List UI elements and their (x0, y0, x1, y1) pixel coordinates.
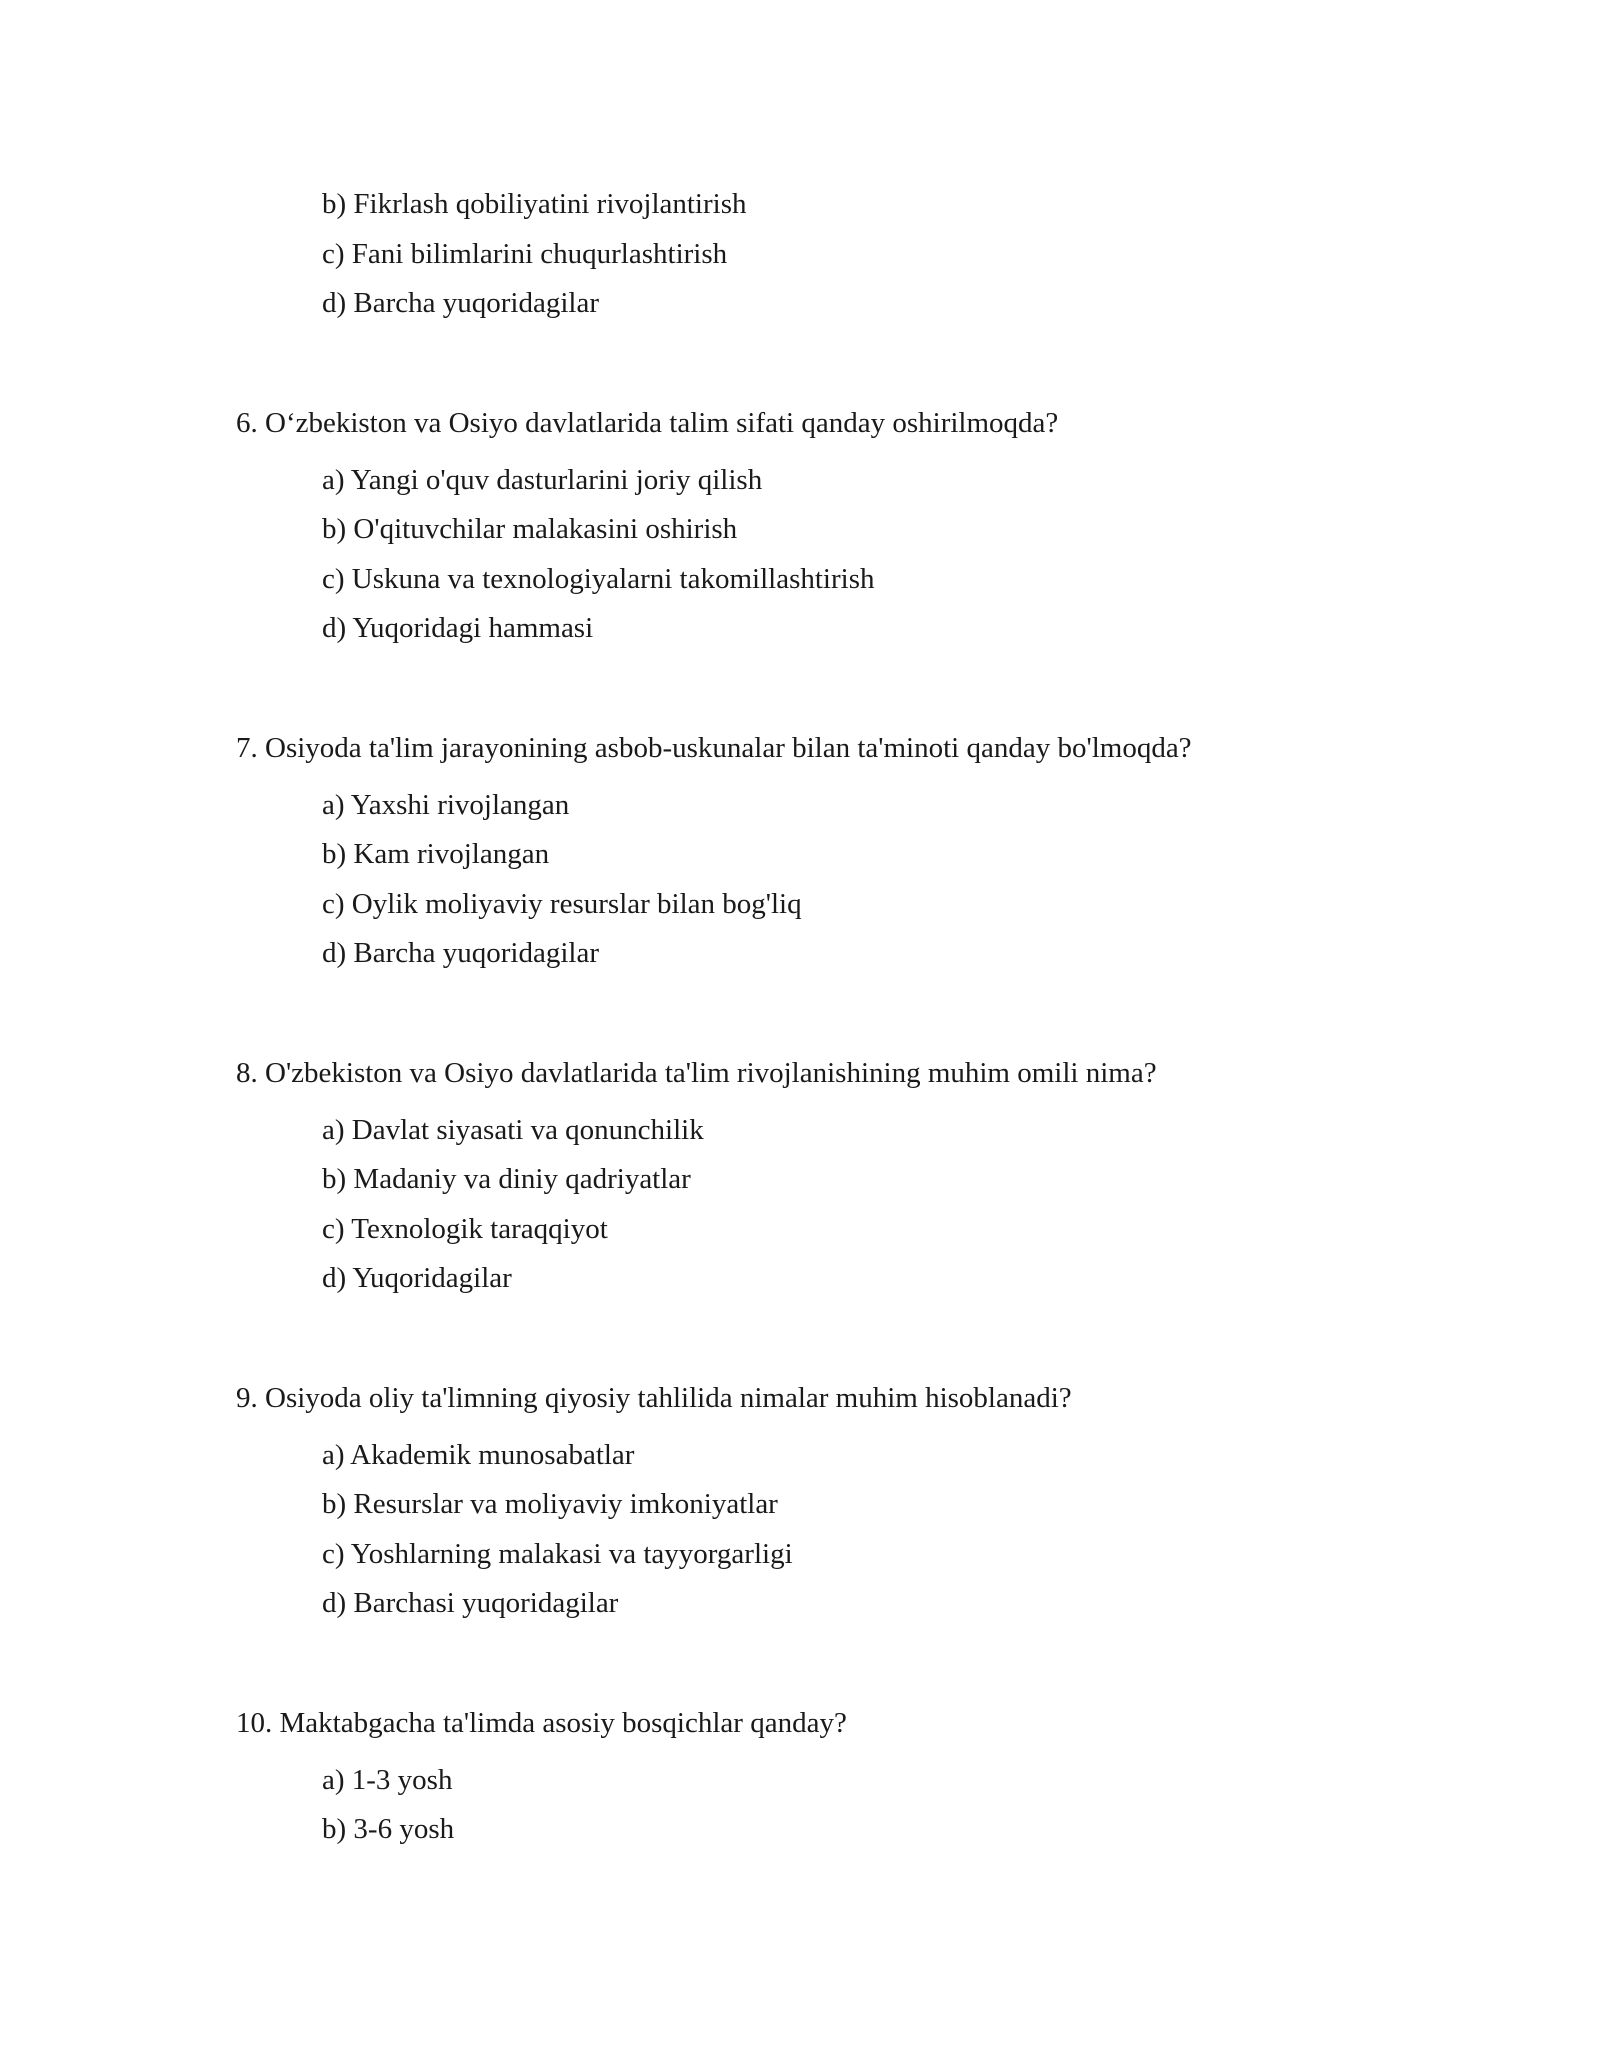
option-8a: a) Davlat siyasati va qonunchilik (322, 1113, 704, 1146)
option-6c: c) Uskuna va texnologiyalarni takomillashtirish (322, 562, 875, 595)
question-8-text: 8. O'zbekiston va Osiyo davlatlarida ta'lim rivojlanishining muhim omili nima? (236, 1056, 1157, 1089)
option-9b: b) Resurslar va moliyaviy imkoniyatlar (322, 1488, 778, 1520)
option-7d: d) Barcha yuqoridagilar (322, 937, 600, 969)
question-5-options-continued (236, 186, 1436, 335)
question-10-text: 10. Maktabgacha ta'limda asosiy bosqichlar qanday? (236, 1706, 847, 1739)
option-5c: c) Fani bilimlarini chuqurlashtirish (322, 237, 728, 270)
question-9-text: 9. Osiyoda oliy ta'limning qiyosiy tahlilida nimalar muhim hisoblanadi? (236, 1381, 1072, 1414)
option-9a: a) Akademik munosabatlar (322, 1438, 635, 1471)
option-10b: b) 3-6 yosh (322, 1813, 455, 1845)
question-8 (236, 1055, 1436, 1310)
option-6d: d) Yuqoridagi hammasi (322, 612, 594, 644)
option-8b: b) Madaniy va diniy qadriyatlar (322, 1163, 691, 1195)
question-6-text: 6. O‘zbekiston va Osiyo davlatlarida talim sifati qanday oshirilmoqda? (236, 406, 1059, 439)
quiz-content (236, 186, 1436, 1861)
option-7c: c) Oylik moliyaviy resurslar bilan bog'liq (322, 887, 802, 920)
question-9 (236, 1380, 1436, 1635)
option-5d: d) Barcha yuqoridagilar (322, 287, 600, 319)
option-7b: b) Kam rivojlangan (322, 838, 550, 870)
option-8c: c) Texnologik taraqqiyot (322, 1212, 608, 1245)
question-10 (236, 1705, 1436, 1861)
question-7 (236, 730, 1436, 985)
option-6a: a) Yangi o'quv dasturlarini joriy qilish (322, 463, 763, 496)
question-7-text: 7. Osiyoda ta'lim jarayonining asbob-uskunalar bilan ta'minoti qanday bo'lmoqda? (236, 731, 1192, 764)
option-9c: c) Yoshlarning malakasi va tayyorgarligi (322, 1537, 793, 1570)
option-6b: b) O'qituvchilar malakasini oshirish (322, 513, 738, 545)
option-5b: b) Fikrlash qobiliyatini rivojlantirish (322, 188, 747, 220)
option-8d: d) Yuqoridagilar (322, 1262, 512, 1294)
option-7a: a) Yaxshi rivojlangan (322, 788, 570, 821)
option-9d: d) Barchasi yuqoridagilar (322, 1587, 619, 1619)
option-10a: a) 1-3 yosh (322, 1763, 453, 1796)
question-6 (236, 405, 1436, 660)
